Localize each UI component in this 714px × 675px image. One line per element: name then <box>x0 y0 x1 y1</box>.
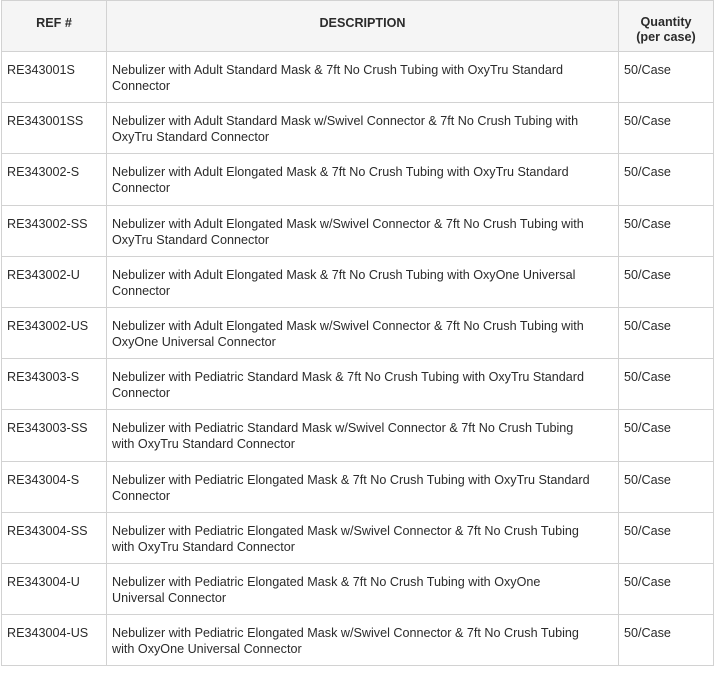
description-line: OxyOne Universal Connector <box>112 334 276 349</box>
description-line: OxyTru Standard Connector <box>112 232 270 247</box>
description-line: Connector <box>112 181 171 196</box>
description-line: Nebulizer with Adult Standard Mask & 7ft No Crush Tubing with OxyTru Standard <box>112 63 564 77</box>
table-row <box>2 103 714 154</box>
ref-cell: RE343002-U <box>2 256 107 307</box>
description-cell <box>107 307 619 358</box>
description-cell <box>107 205 619 256</box>
table-row <box>2 256 714 307</box>
description-line: Nebulizer with Pediatric Standard Mask & 7ft No Crush Tubing with OxyTru Standard <box>112 370 585 385</box>
description-cell <box>107 512 619 563</box>
description-cell <box>107 461 619 512</box>
product-table <box>1 0 714 666</box>
description-line: Connector <box>112 386 171 401</box>
description-line: Connector <box>112 283 171 298</box>
description-cell <box>107 103 619 154</box>
table-row <box>2 410 714 461</box>
description-cell <box>107 410 619 461</box>
ref-cell: RE343002-SS <box>2 205 107 256</box>
table-header-row <box>2 1 714 52</box>
ref-cell: RE343003-SS <box>2 410 107 461</box>
header-quantity <box>619 1 714 52</box>
quantity-cell: 50/Case <box>619 461 714 512</box>
table-row <box>2 205 714 256</box>
table-row <box>2 52 714 103</box>
table-row <box>2 512 714 563</box>
description-line: Nebulizer with Pediatric Standard Mask w/Swivel Connector & 7ft No Crush Tubing <box>112 421 574 436</box>
table-row <box>2 359 714 410</box>
quantity-cell: 50/Case <box>619 563 714 614</box>
header-description: DESCRIPTION <box>107 1 619 52</box>
description-cell <box>107 256 619 307</box>
description-line: with OxyOne Universal Connector <box>112 642 302 657</box>
ref-cell: RE343002-S <box>2 154 107 205</box>
description-line: Nebulizer with Adult Standard Mask w/Swivel Connector & 7ft No Crush Tubing with <box>112 114 579 129</box>
quantity-cell: 50/Case <box>619 256 714 307</box>
quantity-cell: 50/Case <box>619 615 714 666</box>
description-cell <box>107 563 619 614</box>
table-row <box>2 154 714 205</box>
description-line: Nebulizer with Adult Elongated Mask & 7ft No Crush Tubing with OxyOne Universal <box>112 267 576 282</box>
description-line: Nebulizer with Pediatric Elongated Mask w/Swivel Connector & 7ft No Crush Tubing <box>112 626 579 641</box>
ref-cell: RE343002-US <box>2 307 107 358</box>
description-line: with OxyTru Standard Connector <box>112 539 295 554</box>
description-line: Nebulizer with Pediatric Elongated Mask & 7ft No Crush Tubing with OxyTru Standard <box>112 472 590 487</box>
description-cell <box>107 52 619 103</box>
quantity-cell: 50/Case <box>619 52 714 103</box>
ref-cell: RE343004-SS <box>2 512 107 563</box>
header-quantity-line2: (per case) <box>636 30 696 44</box>
description-line: Nebulizer with Pediatric Elongated Mask w/Swivel Connector & 7ft No Crush Tubing <box>112 523 579 538</box>
ref-cell: RE343004-S <box>2 461 107 512</box>
table-row <box>2 307 714 358</box>
description-cell <box>107 615 619 666</box>
table-row <box>2 563 714 614</box>
quantity-cell: 50/Case <box>619 154 714 205</box>
description-line: Nebulizer with Adult Elongated Mask & 7ft No Crush Tubing with OxyTru Standard <box>112 165 569 180</box>
table-row <box>2 615 714 666</box>
description-line: Nebulizer with Pediatric Elongated Mask & 7ft No Crush Tubing with OxyOne <box>112 574 541 589</box>
description-line: Universal Connector <box>112 590 227 605</box>
description-cell <box>107 359 619 410</box>
table-row <box>2 461 714 512</box>
description-cell <box>107 154 619 205</box>
quantity-cell: 50/Case <box>619 205 714 256</box>
description-line: Nebulizer with Adult Elongated Mask w/Swivel Connector & 7ft No Crush Tubing with <box>112 216 584 231</box>
header-quantity-line1: Quantity <box>640 15 692 29</box>
quantity-cell: 50/Case <box>619 307 714 358</box>
ref-cell: RE343004-U <box>2 563 107 614</box>
header-ref: REF # <box>2 1 107 52</box>
quantity-cell: 50/Case <box>619 103 714 154</box>
description-line: Connector <box>112 79 171 93</box>
ref-cell: RE343001SS <box>2 103 107 154</box>
quantity-cell: 50/Case <box>619 512 714 563</box>
ref-cell: RE343003-S <box>2 359 107 410</box>
ref-cell: RE343001S <box>2 52 107 103</box>
ref-cell: RE343004-US <box>2 615 107 666</box>
description-line: Connector <box>112 488 171 503</box>
quantity-cell: 50/Case <box>619 359 714 410</box>
description-line: OxyTru Standard Connector <box>112 130 270 145</box>
description-line: Nebulizer with Adult Elongated Mask w/Swivel Connector & 7ft No Crush Tubing with <box>112 318 584 333</box>
description-line: with OxyTru Standard Connector <box>112 437 295 452</box>
quantity-cell: 50/Case <box>619 410 714 461</box>
